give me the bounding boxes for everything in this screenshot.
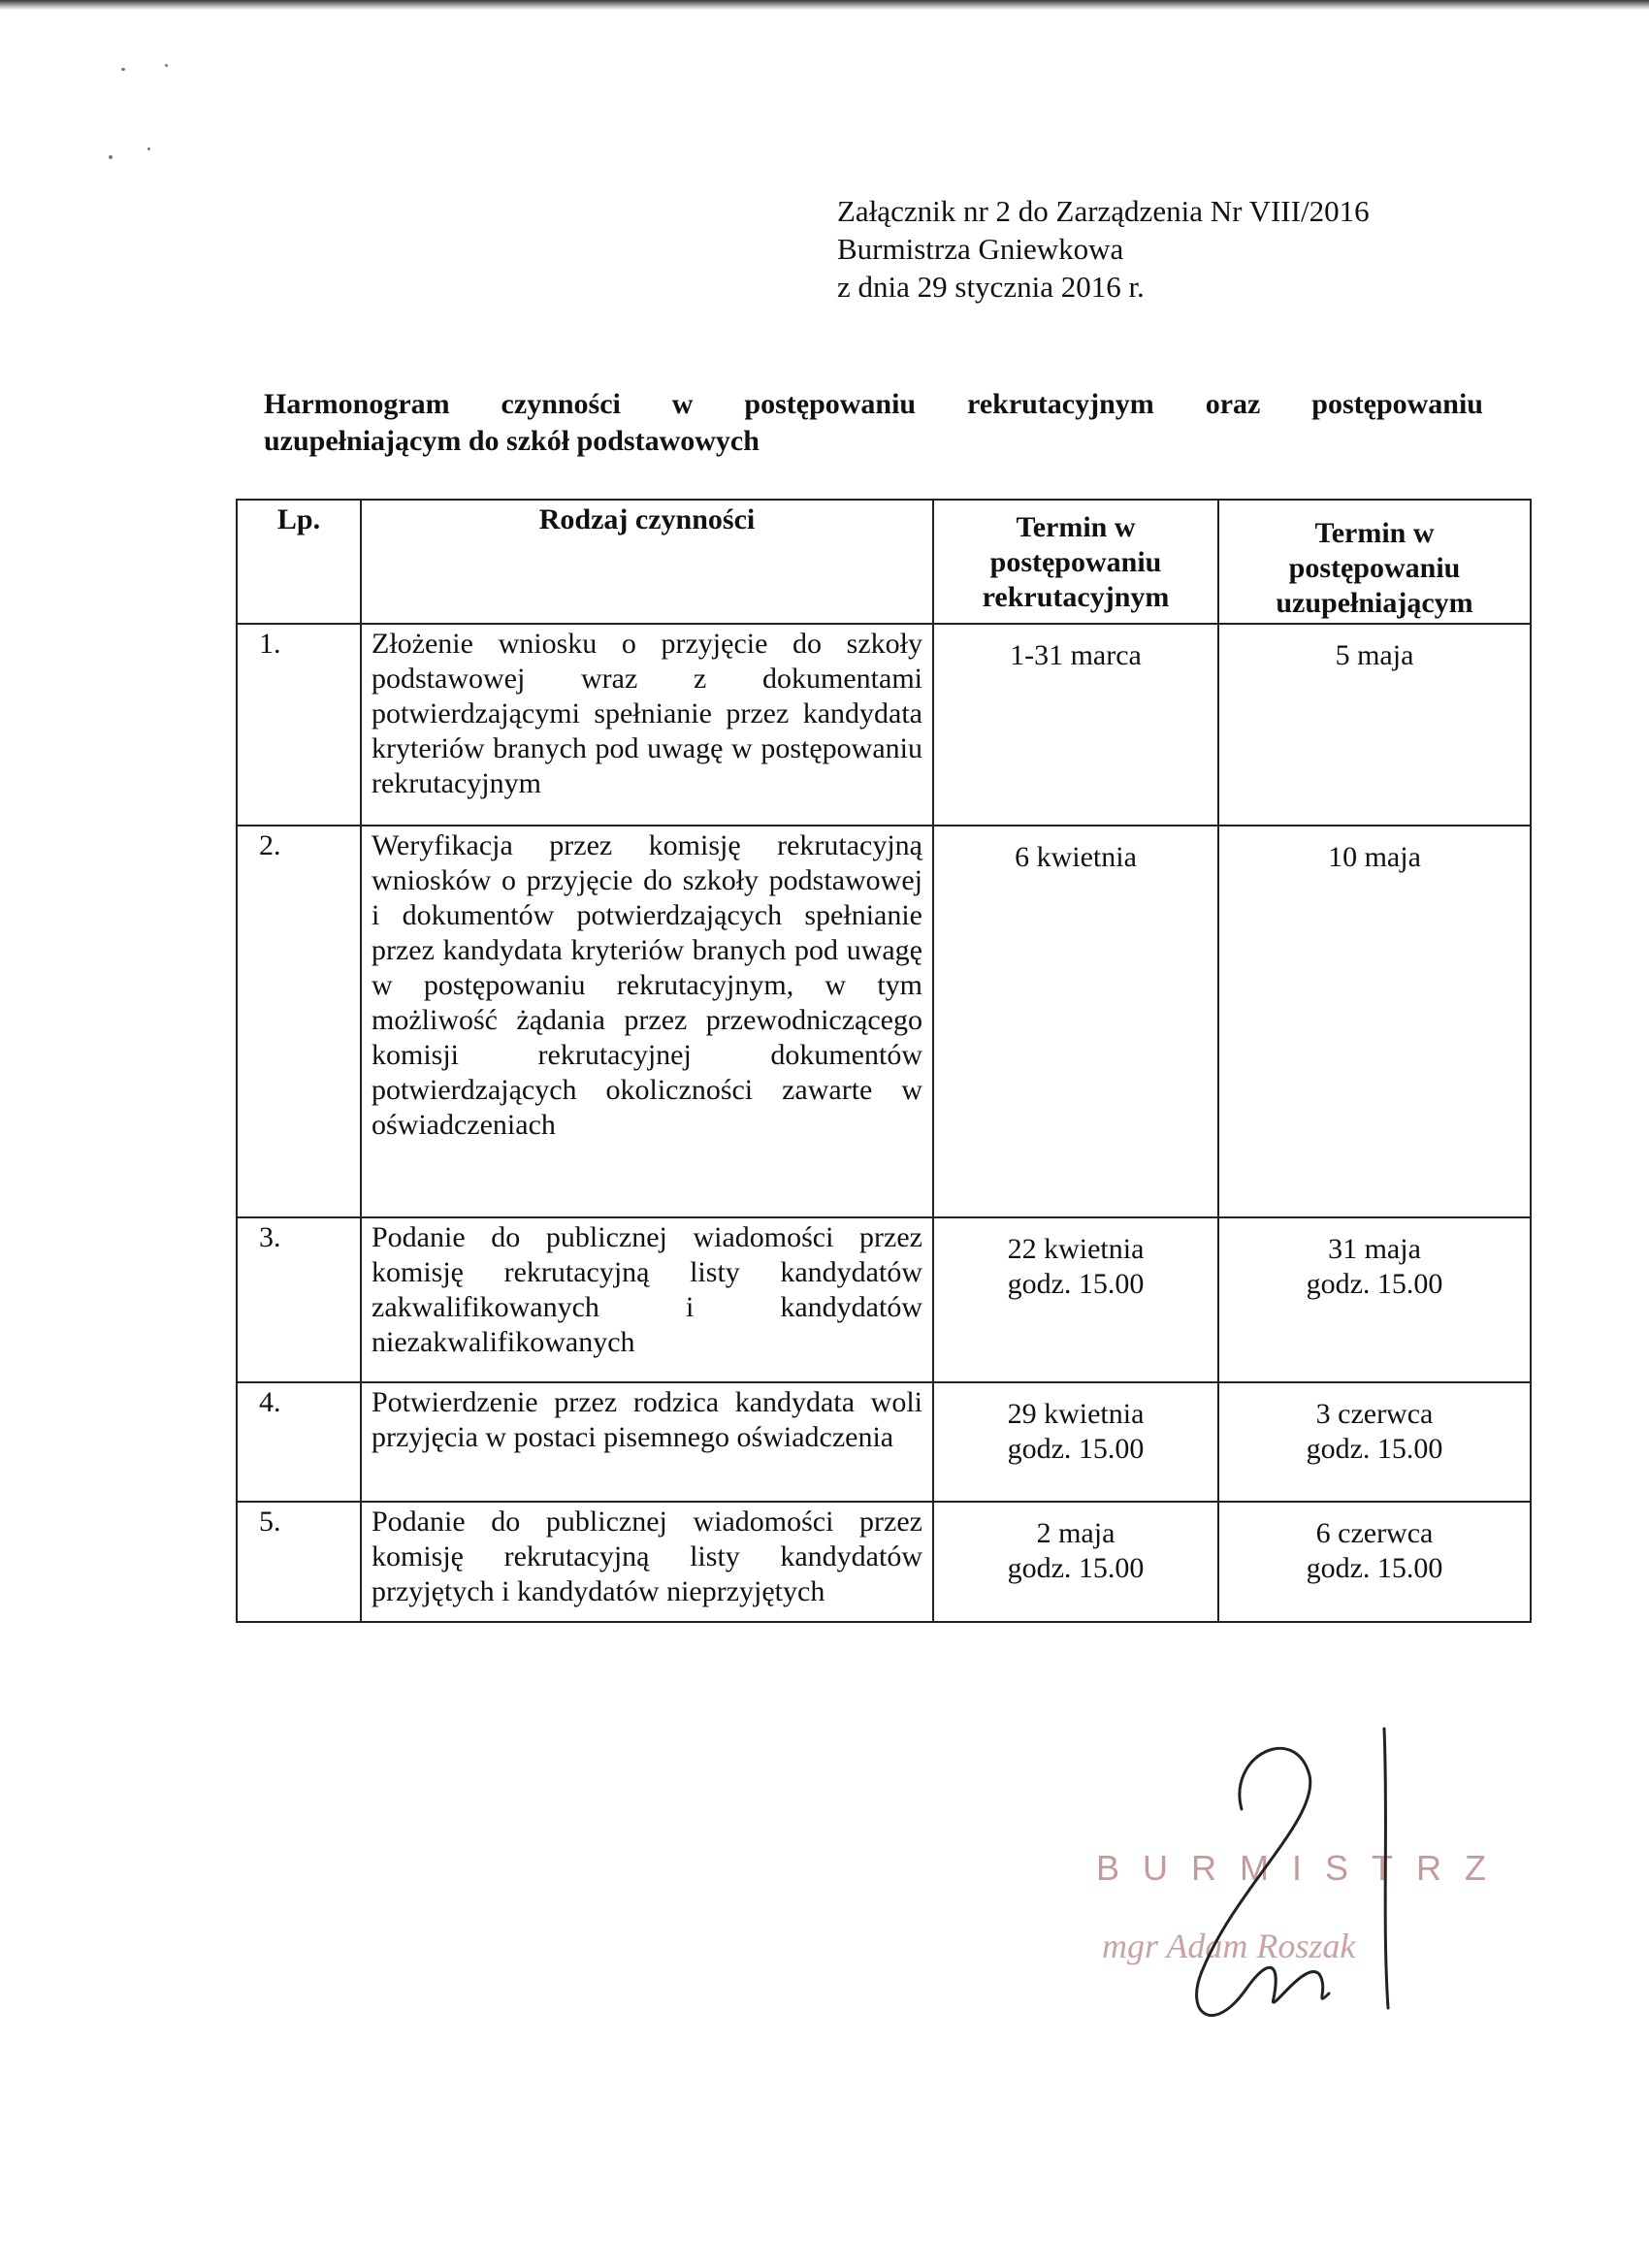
row-activity: Podanie do publicznej wiadomości przez komisję rekrutacyjną listy kandydatów zakwalifikowanych i kandydatów niezakwalifikowanych <box>361 1217 933 1382</box>
term-date: 2 maja <box>1036 1517 1116 1549</box>
schedule-table <box>236 499 1532 1623</box>
title-line: Harmonogram czynności w postępowaniu rekrutacyjnym oraz postępowaniu <box>264 388 1483 420</box>
term-time: godz. 15.00 <box>1306 1433 1443 1465</box>
document-title <box>264 386 1483 460</box>
row-lp: 3. <box>237 1217 361 1382</box>
row-lp: 4. <box>237 1382 361 1502</box>
term-time: godz. 15.00 <box>1007 1552 1145 1584</box>
row-lp: 1. <box>237 624 361 826</box>
term-date: 31 maja <box>1328 1233 1421 1265</box>
term-date: 6 czerwca <box>1315 1517 1434 1549</box>
scan-speck <box>165 64 168 67</box>
term-date: 1-31 marca <box>1010 639 1142 671</box>
title-line: uzupełniającym do szkół podstawowych <box>264 425 760 457</box>
header-term-recruitment: Termin w postępowaniu rekrutacyjnym <box>933 500 1218 624</box>
header-activity: Rodzaj czynności <box>361 500 933 624</box>
term-date: 3 czerwca <box>1315 1398 1434 1430</box>
row-activity: Weryfikacja przez komisję rekrutacyjną wniosków o przyjęcie do szkoły podstawowej i dokumentów potwierdzających spełnianie przez kandydata kryteriów branych pod uwagę w postępowaniu rekrutacyjnym, w tym możliwość żądania przez przewodniczącego komisji rekrutacyjnej dokumentów potwierdzających okoliczności zawarte w oświadczeniach <box>361 826 933 1217</box>
row-lp: 2. <box>237 826 361 1217</box>
term-time: godz. 15.00 <box>1007 1268 1145 1300</box>
stamp-name: mgr Adam Roszak <box>1102 1927 1356 1965</box>
header-lp: Lp. <box>237 500 361 624</box>
table-row <box>237 624 1531 826</box>
row-term-supplementary <box>1218 826 1531 1217</box>
table-row <box>237 1382 1531 1502</box>
term-date: 29 kwietnia <box>1007 1398 1145 1430</box>
term-date: 6 kwietnia <box>1015 841 1137 873</box>
row-term-recruitment <box>933 624 1218 826</box>
term-date: 10 maja <box>1328 841 1421 873</box>
row-term-supplementary <box>1218 1382 1531 1502</box>
attachment-header <box>837 192 1370 306</box>
term-date: 22 kwietnia <box>1007 1233 1145 1265</box>
scan-speck <box>147 147 150 150</box>
handwritten-signature <box>1159 1717 1450 2018</box>
term-date: 5 maja <box>1335 639 1414 671</box>
stamp-title: BURMISTRZ <box>1096 1848 1509 1888</box>
term-time: godz. 15.00 <box>1007 1433 1145 1465</box>
attachment-line: Burmistrza Gniewkowa <box>837 232 1124 266</box>
row-term-recruitment <box>933 1217 1218 1382</box>
table-row <box>237 1217 1531 1382</box>
row-term-supplementary <box>1218 624 1531 826</box>
header-term-supplementary: Termin w postępowaniu uzupełniającym <box>1218 500 1531 624</box>
row-term-recruitment <box>933 1502 1218 1622</box>
row-term-supplementary <box>1218 1502 1531 1622</box>
attachment-line: z dnia 29 stycznia 2016 r. <box>837 270 1145 304</box>
attachment-line: Załącznik nr 2 do Zarządzenia Nr VIII/2016 <box>837 194 1370 228</box>
table-row <box>237 826 1531 1217</box>
row-term-supplementary <box>1218 1217 1531 1382</box>
scan-speck <box>109 155 113 159</box>
table-header-row <box>237 500 1531 624</box>
scan-top-edge <box>0 0 1649 10</box>
scan-speck <box>121 68 125 71</box>
row-term-recruitment <box>933 1382 1218 1502</box>
row-lp: 5. <box>237 1502 361 1622</box>
row-activity: Podanie do publicznej wiadomości przez komisję rekrutacyjną listy kandydatów przyjętych i kandydatów nieprzyjętych <box>361 1502 933 1622</box>
table-row <box>237 1502 1531 1622</box>
row-activity: Potwierdzenie przez rodzica kandydata woli przyjęcia w postaci pisemnego oświadczenia <box>361 1382 933 1502</box>
row-activity: Złożenie wniosku o przyjęcie do szkoły podstawowej wraz z dokumentami potwierdzającymi spełnianie przez kandydata kryteriów branych pod uwagę w postępowaniu rekrutacyjnym <box>361 624 933 826</box>
row-term-recruitment <box>933 826 1218 1217</box>
term-time: godz. 15.00 <box>1306 1552 1443 1584</box>
term-time: godz. 15.00 <box>1306 1268 1443 1300</box>
